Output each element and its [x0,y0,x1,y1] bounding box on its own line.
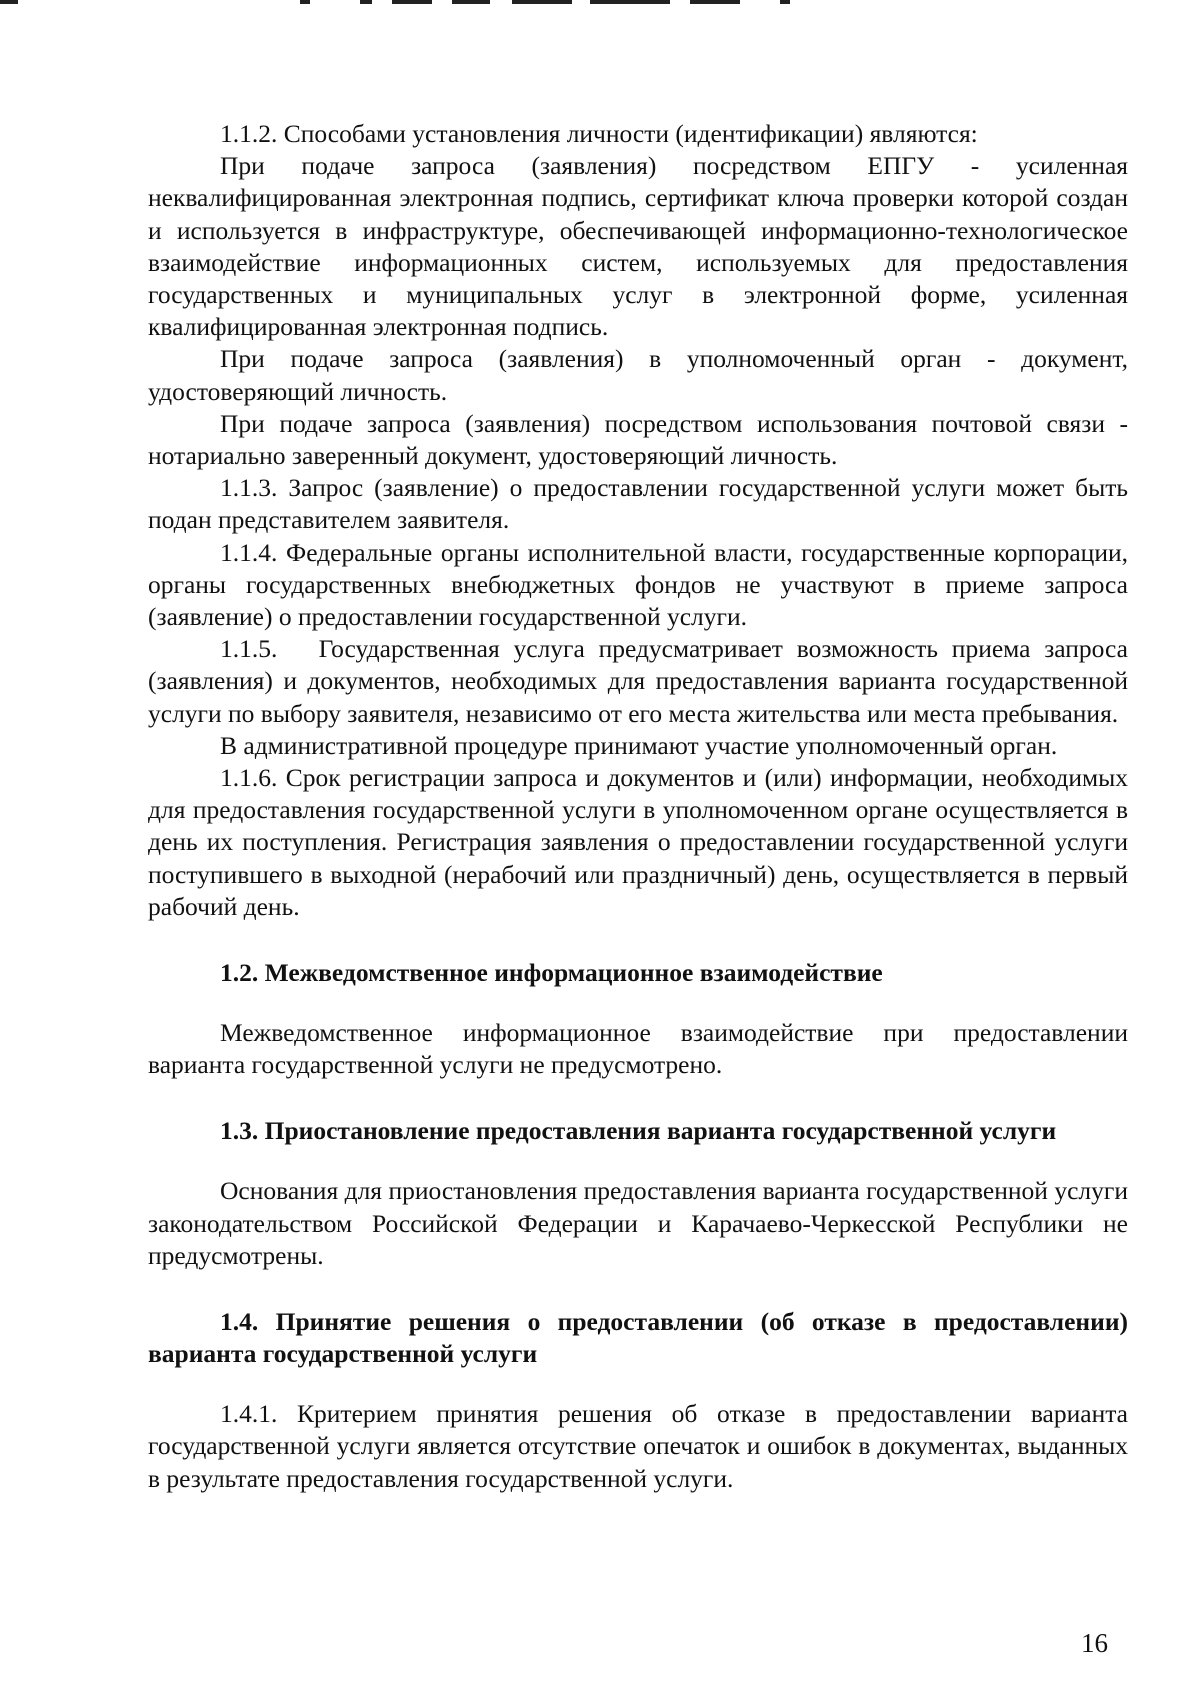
paragraph-1-3: Основания для приостановления предоставления варианта государственной услуги законодательством Российской Федерации и Карачаево-Черкесской Республики не предусмотрены. [148,1176,1128,1270]
paragraph-1-1-2: 1.1.2. Способами установления личности (идентификации) являются: [220,119,978,148]
paragraph-authorized-body-identification: При подаче запроса (заявления) в уполномоченный орган - документ, удостоверяющий личность. [148,344,1128,406]
paragraph-1-1-5: 1.1.5. Государственная услуга предусматривает возможность приема запроса (заявления) и документов, необходимых для предоставления варианта государственной услуги по выбору заявителя, независимо от его места жительства или места пребывания. [148,634,1135,728]
paragraph-1-2: Межведомственное информационное взаимодействие при предоставлении варианта государственной услуги не предусмотрено. [148,1018,1128,1080]
paragraph-1-1-6: 1.1.6. Срок регистрации запроса и документов и (или) информации, необходимых для предоставления государственной услуги в уполномоченном органе осуществляется в день их поступления. Регистрация заявления о предоставлении государственной услуги поступившего в выходной (нерабочий или праздничный) день, осуществляется в первый рабочий день. [148,763,1128,921]
paragraph-postal-identification: При подаче запроса (заявления) посредством использования почтовой связи - нотариально заверенный документ, удостоверяющий личность. [148,408,1128,471]
heading-1-3: 1.3. Приостановление предоставления варианта государственной услуги [220,1116,1057,1146]
heading-1-2: 1.2. Межведомственное информационное взаимодействие [220,958,883,988]
paragraph-1-4-1: 1.4.1. Критерием принятия решения об отказе в предоставлении варианта государственной услуги является отсутствие опечаток и ошибок в документах, выданных в результате предоставления государственной услуги. [148,1399,1128,1493]
paragraph-administrative-procedure: В административной процедуре принимают участие уполномоченный орган. [220,730,1058,760]
scan-edge-marks [0,0,1200,10]
paragraph-1-1-4: 1.1.4. Федеральные органы исполнительной власти, государственные корпорации, органы государственных внебюджетных фондов не участвуют в приеме запроса (заявление) о предоставлении государственной услуги. [148,537,1128,632]
heading-1-4: 1.4. Принятие решения о предоставлении (об отказе в предоставлении) варианта государственной услуги [148,1307,1128,1369]
paragraph-1-1-3: 1.1.3. Запрос (заявление) о предоставлении государственной услуги может быть подан представителем заявителя. [148,473,1128,535]
paragraph-epgu-identification: При подаче запроса (заявления) посредством ЕПГУ - усиленная неквалифицированная электронная подпись, сертификат ключа проверки которой создан и используется в инфраструктуре, обеспечивающей информационно-технологическое взаимодействие информационных систем, используемых для предоставления государственных и муниципальных услуг в электронной форме, усиленная квалифицированная электронная подпись. [148,151,1128,342]
document-page [148,118,1135,1495]
page-number: 16 [1081,1628,1108,1658]
